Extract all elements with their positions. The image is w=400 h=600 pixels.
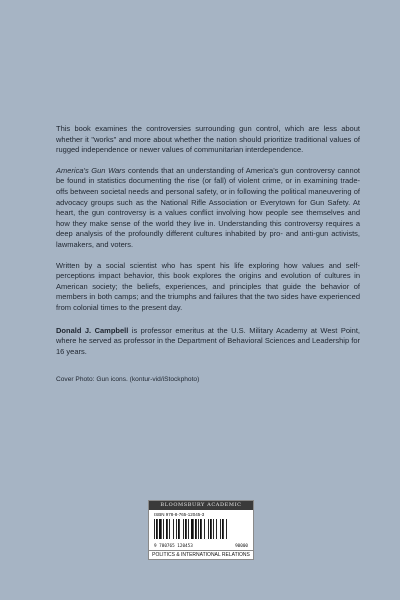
author-name: Donald J. Campbell: [56, 325, 129, 335]
barcode-bar: [204, 519, 205, 539]
barcode-bar: [185, 519, 187, 539]
blurb-text: [56, 124, 360, 396]
barcode-bar: [220, 519, 221, 539]
barcode-digits: 9 780765 120453: [154, 544, 193, 549]
barcode-bar: [195, 519, 197, 539]
barcode-bar: [156, 519, 158, 539]
barcode-bar: [191, 519, 194, 539]
cover-photo-credit: Cover Photo: Gun icons. (kontur-vid/iStockphoto): [56, 376, 200, 384]
barcode-bar: [163, 519, 164, 539]
barcode-bar: [159, 519, 162, 539]
barcode-addon: 90000: [235, 544, 248, 549]
contends-text: contends that an understanding of America's gun controversy cannot be found in statistics documenting the rise (or fall) of violent crime, or in examining trade-offs between societal needs and personal safety, or in following the political maneuvering of advocacy groups such as the National Rifle Association or Everytown for Gun Safety. At heart, the gun controversy is a values conflict involving how people see themselves and how they make sense of the world they live in. Understanding this controversy requires a deep analysis of the profoundly different cultures inhabited by pro- and anti-gun activists, lawmakers, and voters.: [56, 165, 360, 249]
blurb-intro-paragraph: This book examines the controversies surrounding gun control, which are less about whether it "works" and more about whether the nation should prioritize traditional values of rugged independence or newer values of communitarian interdependence.: [56, 124, 360, 155]
barcode-bar: [222, 519, 224, 539]
barcode-graphic: [153, 519, 249, 539]
barcode-bar: [210, 519, 212, 539]
barcode-bar: [216, 519, 217, 539]
barcode-bar: [178, 519, 180, 539]
barcode-bar: [166, 519, 168, 539]
barcode-bar: [213, 519, 214, 539]
blurb-contends-paragraph: [56, 166, 360, 251]
barcode-bar: [176, 519, 177, 539]
blurb-written-by-paragraph: Written by a social scientist who has spent his life exploring how values and self-perceptions impact behavior, this book explores the origins and evolution of cultures in American society; the beliefs, experiences, and principles that guide the behavior of members in both camps; and the triumphs and failures that the two sides have experienced from colonial times to the present day.: [56, 260, 360, 312]
isbn-text: ISBN 978-8-765-12045-3: [154, 512, 205, 517]
barcode-bar: [154, 519, 155, 539]
publisher-name: BLOOMSBURY ACADEMIC: [149, 501, 253, 510]
barcode-bar: [183, 519, 184, 539]
subject-category: POLITICS & INTERNATIONAL RELATIONS: [149, 550, 253, 559]
barcode-bar: [200, 519, 202, 539]
barcode-bar: [173, 519, 174, 539]
author-bio: is professor emeritus at the U.S. Military Academy at West Point, where he served as professor in the Department of Behavioral Sciences and Leadership for 16 years.: [56, 325, 360, 356]
barcode-bar: [188, 519, 189, 539]
barcode-bar: [198, 519, 199, 539]
barcode-bar: [208, 519, 209, 539]
barcode-bar: [226, 519, 227, 539]
barcode-panel: [148, 500, 254, 560]
author-bio-paragraph: [56, 326, 360, 358]
barcode-bar: [169, 519, 170, 539]
book-title-inline: America's Gun Wars: [56, 165, 126, 175]
